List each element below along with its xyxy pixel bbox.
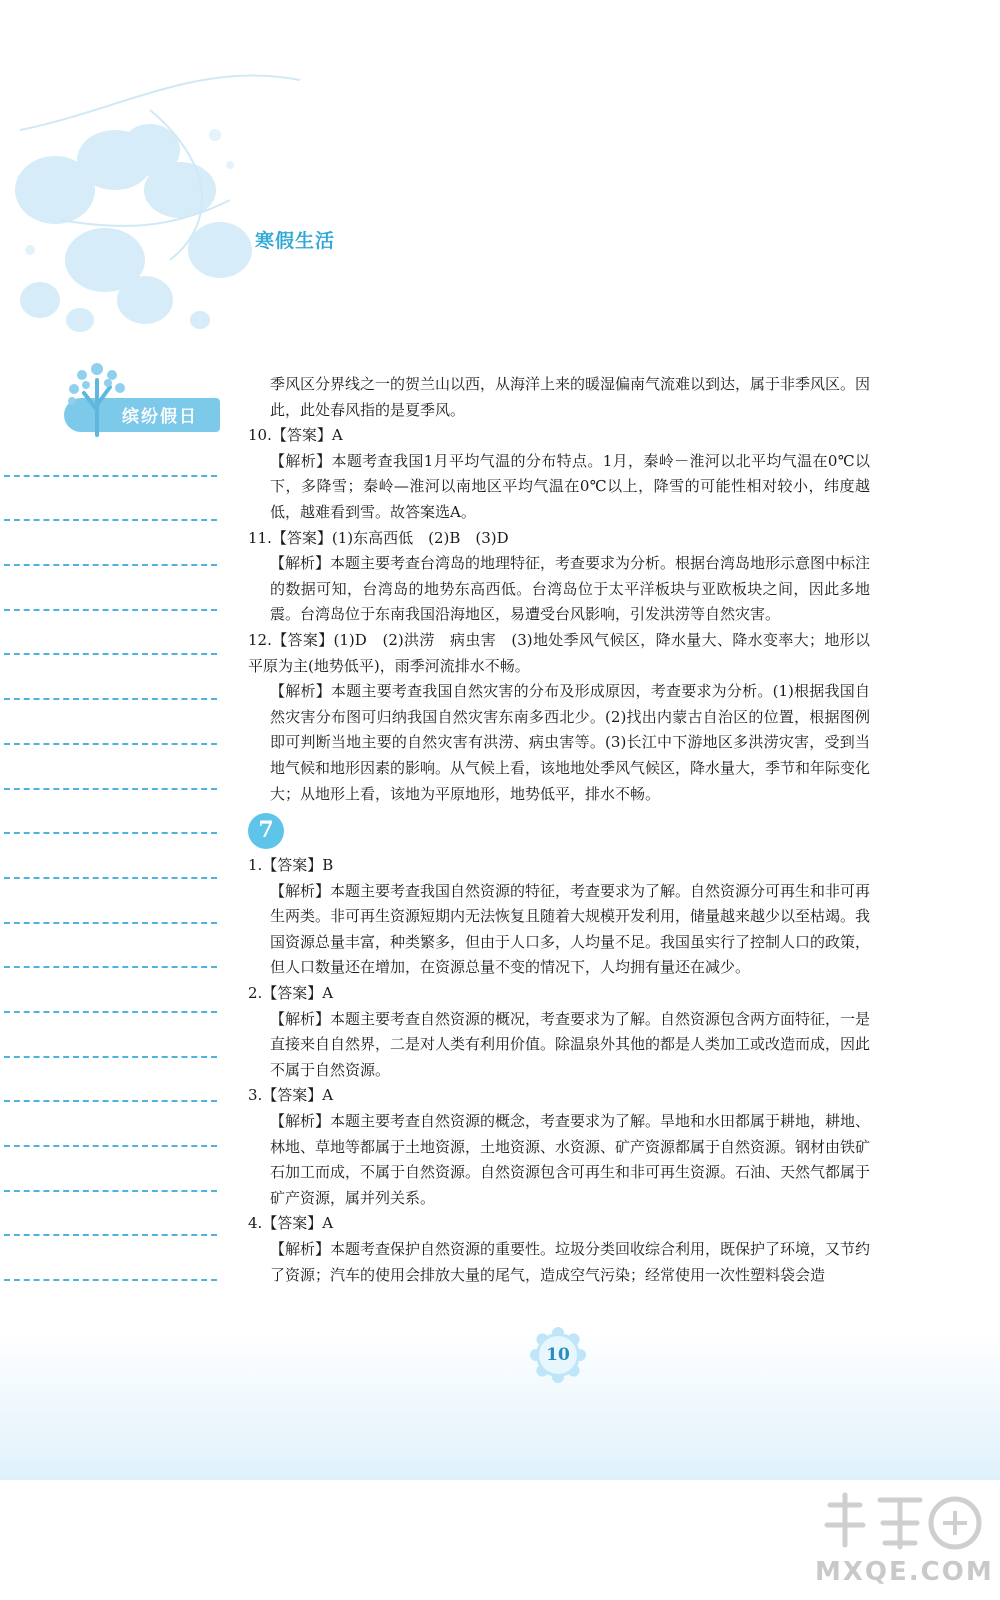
answer-line: 1.【答案】B [248, 856, 334, 875]
note-line [0, 708, 225, 753]
note-line [0, 932, 225, 977]
note-line [0, 798, 225, 843]
note-line [0, 529, 225, 574]
note-line [0, 976, 225, 1021]
page-number: 10 [546, 1345, 570, 1365]
watermark-logo [815, 1485, 985, 1557]
answer-line: 11.【答案】(1)东高西低 (2)B (3)D [248, 528, 509, 547]
note-line [0, 485, 225, 530]
analysis-text: 【解析】本题考查保护自然资源的重要性。垃圾分类回收综合利用，既保护了环境，又节约了资源；汽车的使用会排放大量的尾气，造成空气污染；经常使用一次性塑料袋会造 [270, 1240, 871, 1284]
note-line [0, 1200, 225, 1245]
analysis-text: 【解析】本题主要考查我国自然资源的特征，考查要求为了解。自然资源分可再生和非可再生两类。非可再生资源短期内无法恢复且随着大规模开发利用，储量越来越少以至枯竭。我国资源总量丰富，种类繁多，但由于人口多，人均量不足。我国虽实行了控制人口的政策，但人口数量还在增加，在资源总量不变的情况下，人均拥有量还在减少。 [270, 881, 871, 977]
analysis-text: 【解析】本题主要考查台湾岛的地理特征，考查要求为分析。根据台湾岛地形示意图中标注的数据可知，台湾岛的地势东高西低。台湾岛位于太平洋板块与亚欧板块之间，因此多地震。台湾岛位于东南我国沿海地区，易遭受台风影响，引发洪涝等自然灾害。 [270, 554, 871, 624]
answer-line: 4.【答案】A [248, 1214, 334, 1233]
badge-label: 缤纷假日 [122, 407, 198, 427]
note-line [0, 663, 225, 708]
note-line [0, 574, 225, 619]
analysis-text: 【解析】本题主要考查自然资源的概况，考查要求为了解。自然资源包含两方面特征，一是直接来自自然界，二是对人类有利用价值。除温泉外其他的都是人类加工或改造而成，因此不属于自然资源。 [270, 1009, 871, 1079]
note-line [0, 1110, 225, 1155]
note-line [0, 440, 225, 485]
continued-text: 季风区分界线之一的贺兰山以西，从海洋上来的暖湿偏南气流难以到达，属于非季风区。因此，此处春风指的是夏季风。 [270, 375, 871, 419]
footer-band [0, 1330, 1000, 1480]
answer-line: 12.【答案】(1)D (2)洪涝 病虫害 (3)地处季风气候区，降水量大、降水变率大；地形以平原为主(地势低平)，雨季河流排水不畅。 [248, 630, 870, 675]
analysis-text: 【解析】本题主要考查自然资源的概念，考查要求为了解。旱地和水田都属于耕地，耕地、林地、草地等都属于土地资源，土地资源、水资源、矿产资源都属于自然资源。钢材由铁矿石加工而成，不属于自然资源。自然资源包含可再生和非可再生资源。石油、天然气都属于矿产资源，属并列关系。 [270, 1112, 871, 1207]
analysis-text: 【解析】本题考查我国1月平均气温的分布特点。1月，秦岭－淮河以北平均气温在0℃以下，多降雪；秦岭—淮河以南地区平均气温在0℃以上，降雪的可能性相对较小，纬度越低，越难看到雪。故答案选A。 [270, 451, 870, 521]
answer-line: 10.【答案】A [248, 426, 343, 445]
section-number-badge: 7 [248, 813, 284, 849]
note-line [0, 753, 225, 798]
note-line [0, 842, 225, 887]
note-lines [0, 440, 225, 1289]
watermark [815, 1485, 994, 1595]
header-title: 寒假生活 [255, 230, 336, 252]
answer-line: 3.【答案】A [248, 1086, 334, 1105]
note-line [0, 1021, 225, 1066]
note-line [0, 619, 225, 664]
answer-line: 2.【答案】A [248, 984, 334, 1003]
page-number-badge [528, 1325, 588, 1385]
note-line [0, 887, 225, 932]
watermark-text: MXQE.COM [815, 1557, 994, 1587]
analysis-text: 【解析】本题主要考查我国自然灾害的分布及形成原因，考查要求为分析。(1)根据我国自然灾害分布图可归纳我国自然灾害东南多西北少。(2)找出内蒙古自治区的位置，根据图例即可判断当地主要的自然灾害有洪涝、病虫害等。(3)长江中下游地区多洪涝灾害，受到当地气候和地形因素的影响。从气候上看，该地地处季风气候区，降水量大，季节和年际变化大；从地形上看，该地为平原地形，地势低平，排水不畅。 [270, 682, 871, 803]
answer-content [248, 372, 870, 1288]
note-line [0, 1155, 225, 1200]
note-line [0, 1244, 225, 1289]
note-line [0, 1066, 225, 1111]
tree-icon [64, 355, 134, 437]
